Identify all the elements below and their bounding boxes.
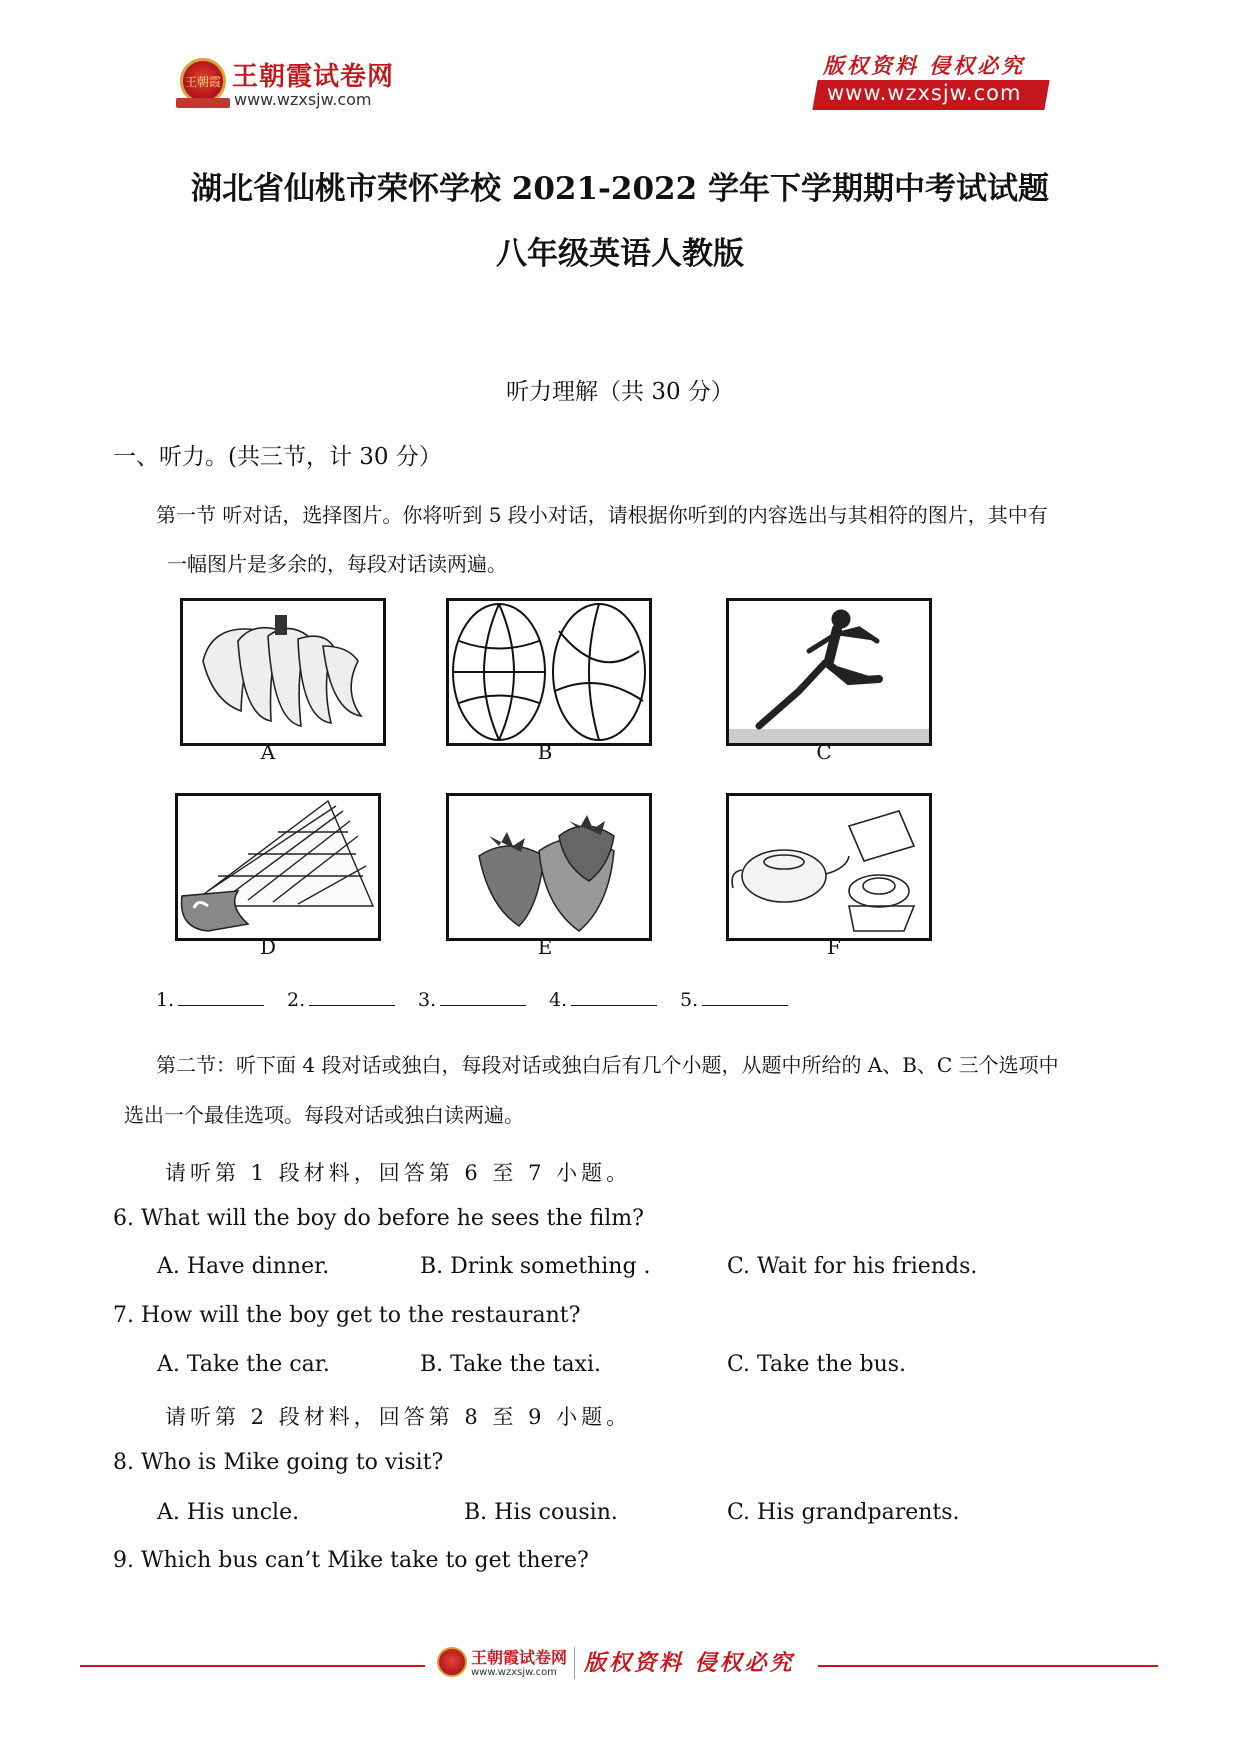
footer-logo: [437, 1643, 817, 1689]
logo-url: www.wzxsjw.com: [234, 90, 372, 109]
strawberries-icon: [449, 796, 649, 938]
picture-label-f: F: [827, 935, 841, 959]
footer-separator: [574, 1647, 575, 1679]
picture-e: [446, 793, 652, 941]
logo-badge-icon: 王朝霞: [180, 58, 226, 104]
document-subtitle: 八年级英语人教版: [496, 236, 744, 272]
picture-label-e: E: [537, 935, 553, 959]
copyright-url: www.wzxsjw.com: [827, 81, 1022, 105]
picture-label-c: C: [816, 740, 832, 764]
option-6a[interactable]: A. Have dinner.: [157, 1254, 330, 1279]
option-6b[interactable]: B. Drink something .: [420, 1254, 651, 1279]
footer-logo-url: www.wzxsjw.com: [471, 1667, 557, 1678]
question-9: 9. Which bus can’t Mike take to get there?: [113, 1548, 589, 1573]
footer-copyright: 版权资料 侵权必究: [584, 1650, 795, 1676]
option-6c[interactable]: C. Wait for his friends.: [727, 1254, 978, 1279]
option-8c[interactable]: C. His grandparents.: [727, 1500, 960, 1525]
option-7b[interactable]: B. Take the taxi.: [420, 1352, 601, 1377]
section2-instruction: 第二节：听下面 4 段对话或独白，每段对话或独白后有几个小题，从题中所给的 A、B、C 三个选项中: [156, 1053, 1059, 1077]
balls-icon: [449, 601, 649, 743]
picture-a: [180, 598, 386, 746]
option-8b[interactable]: B. His cousin.: [464, 1500, 618, 1525]
copyright-banner: [815, 48, 1055, 112]
option-7a[interactable]: A. Take the car.: [157, 1352, 330, 1377]
question-6: 6. What will the boy do before he sees the film?: [113, 1206, 644, 1231]
answer-blank-3[interactable]: 3.: [418, 989, 526, 1011]
picture-f: [726, 793, 932, 941]
footer-rule-right: [818, 1665, 1158, 1667]
answer-blank-1[interactable]: 1.: [156, 989, 264, 1011]
section2-instruction-cont: 选出一个最佳选项。每段对话或独白读两遍。: [124, 1103, 524, 1127]
picture-d: [175, 793, 381, 941]
answer-blank-2[interactable]: 2.: [287, 989, 395, 1011]
bananas-icon: [183, 601, 383, 743]
logo-name: 王朝霞试卷网: [232, 62, 395, 92]
footer-logo-name: 王朝霞试卷网: [471, 1648, 568, 1667]
listening-instruction-2: 请听第 2 段材料，回答第 8 至 9 小题。: [165, 1405, 632, 1429]
logo-ribbon: [176, 98, 230, 108]
site-logo: [180, 54, 420, 116]
section1-instruction: 第一节 听对话，选择图片。你将听到 5 段小对话，请根据你听到的内容选出与其相符的图片，其中有: [156, 503, 1048, 527]
picture-b: [446, 598, 652, 746]
answer-blank-4[interactable]: 4.: [549, 989, 657, 1011]
runner-icon: [729, 601, 929, 743]
footer-badge-icon: [437, 1647, 467, 1677]
copyright-text: 版权资料 侵权必究: [823, 53, 1026, 78]
picture-c: [726, 598, 932, 746]
part-heading: 一、听力。(共三节，计 30 分）: [113, 444, 442, 470]
option-7c[interactable]: C. Take the bus.: [727, 1352, 907, 1377]
listening-instruction-1: 请听第 1 段材料，回答第 6 至 7 小题。: [165, 1161, 632, 1185]
picture-label-a: A: [260, 740, 276, 764]
tea-set-icon: [729, 796, 929, 938]
question-7: 7. How will the boy get to the restaurant?: [113, 1303, 581, 1328]
answer-blank-5[interactable]: 5.: [680, 989, 788, 1011]
shuttlecock-icon: [178, 796, 378, 938]
question-8: 8. Who is Mike going to visit?: [113, 1450, 444, 1475]
footer-rule-left: [80, 1665, 425, 1667]
option-8a[interactable]: A. His uncle.: [157, 1500, 300, 1525]
picture-label-d: D: [259, 935, 277, 959]
section1-instruction-cont: 一幅图片是多余的，每段对话读两遍。: [167, 552, 507, 576]
document-title: 湖北省仙桃市荣怀学校 2021-2022 学年下学期期中考试试题: [190, 171, 1049, 207]
section-heading: 听力理解（共 30 分）: [506, 379, 734, 405]
picture-label-b: B: [537, 740, 553, 764]
